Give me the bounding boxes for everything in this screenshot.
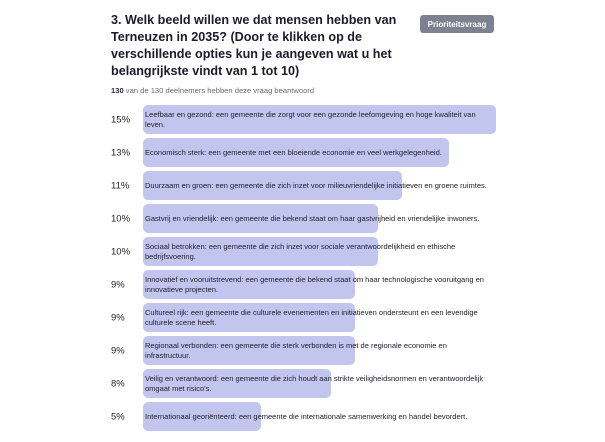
result-label: Leefbaar en gezond: een gemeente die zorgt voor een gezonde leefomgeving en hoge kwaliteit van leven. <box>145 109 476 129</box>
result-percent: 13% <box>111 147 131 158</box>
result-label: Veilig en verantwoord: een gemeente die zich houdt aan strikte veiligheidsnormen en verantwoordelijk omgaat met risico's. <box>145 373 484 393</box>
result-label: Innovatief en vooruitstrevend: een gemeente die bekend staat om haar technologische vooruitgang en innovatieve projecten. <box>145 274 484 294</box>
result-percent: 11% <box>111 180 130 191</box>
result-percent: 15% <box>111 114 131 125</box>
response-count <box>111 86 314 95</box>
result-row[interactable] <box>111 400 496 433</box>
priority-question-badge: Prioriteitsvraag <box>420 15 494 33</box>
result-row[interactable] <box>111 136 496 169</box>
result-label: Gastvrij en vriendelijk: een gemeente die bekend staat om haar gastvrijheid en vriendelijke inwoners. <box>145 213 480 223</box>
result-row[interactable] <box>111 301 496 334</box>
result-percent: 8% <box>111 378 125 389</box>
result-label: Cultureel rijk: een gemeente die culturele evenementen en initiatieven ondersteunt en een levendige culturele scene heeft. <box>145 307 478 327</box>
result-label: Sociaal betrokken: een gemeente die zich inzet voor sociale verantwoordelijkheid en ethische bedrijfsvoering. <box>145 241 456 261</box>
result-label: Duurzaam en groen: een gemeente die zich inzet voor milieuvriendelijke initiatieven en groene ruimtes. <box>145 180 487 190</box>
response-count-text: van de 130 deelnemers hebben deze vraag beantwoord <box>125 86 315 95</box>
result-percent: 9% <box>111 279 125 290</box>
result-label: Economisch sterk: een gemeente met een bloeiende economie en veel werkgelegenheid. <box>145 147 442 157</box>
result-row[interactable] <box>111 169 496 202</box>
result-row[interactable] <box>111 367 496 400</box>
result-label: Regionaal verbonden: een gemeente die sterk verbonden is met de regionale economie en infrastructuur. <box>145 340 447 360</box>
result-row[interactable] <box>111 334 496 367</box>
result-row[interactable] <box>111 268 496 301</box>
result-percent: 10% <box>111 213 131 224</box>
result-percent: 9% <box>111 312 125 323</box>
result-row[interactable] <box>111 103 496 136</box>
result-percent: 5% <box>111 411 125 422</box>
result-label: Internationaal georiënteerd: een gemeente die internationale samenwerking en handel bevordert. <box>145 411 468 421</box>
result-row[interactable] <box>111 235 496 268</box>
result-percent: 10% <box>111 246 131 257</box>
response-count-number: 130 <box>111 86 124 95</box>
results-list <box>111 103 496 433</box>
result-percent: 9% <box>111 345 125 356</box>
result-row[interactable] <box>111 202 496 235</box>
question-title: 3. Welk beeld willen we dat mensen hebben van Terneuzen in 2035? (Door te klikken op de verschillende opties kun je aangeven wat u het belangrijkste vindt van 1 tot 10) <box>111 13 397 78</box>
